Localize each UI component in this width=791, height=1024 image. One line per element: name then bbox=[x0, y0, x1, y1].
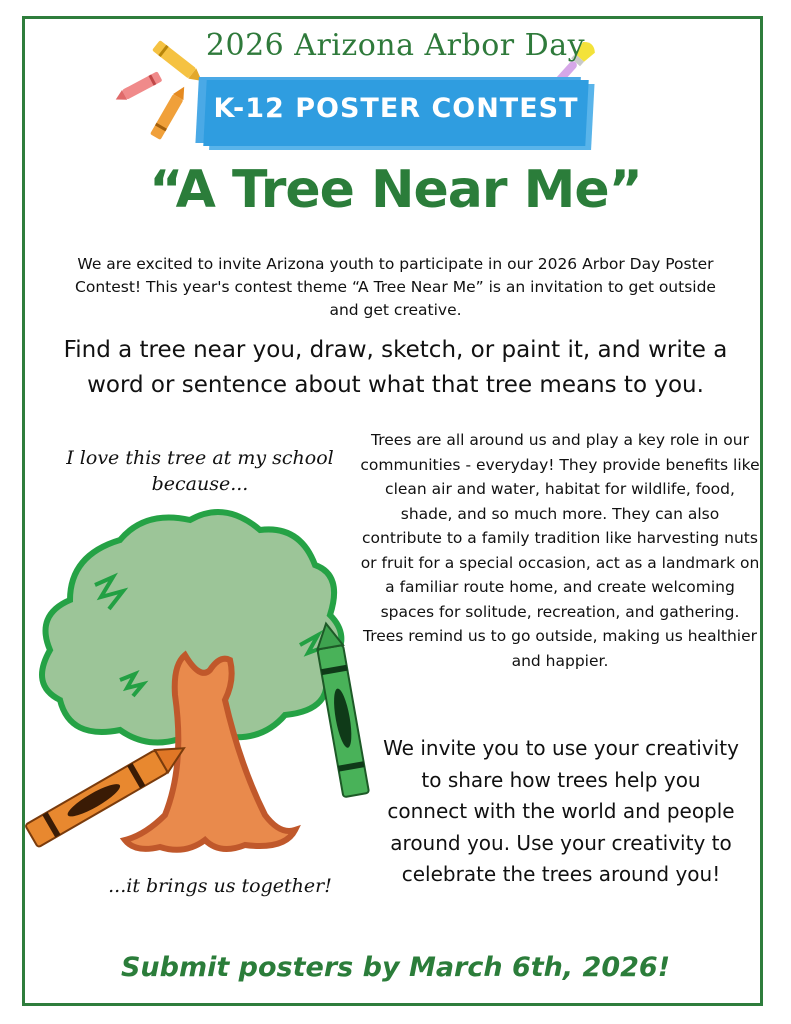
intro-paragraph: We are excited to invite Arizona youth to participate in our 2026 Arbor Day Poster Contest! This year's contest theme “A Tree Near Me” is an invitation to get outside and get creative. bbox=[75, 255, 716, 319]
callout-instructions: Find a tree near you, draw, sketch, or paint it, and write a word or sentence about what that tree means to you. bbox=[63, 337, 728, 398]
invitation-paragraph: We invite you to use your creativity to share how trees help you connect with the world and people around you. Use your creativity to celebrate the trees around you! bbox=[383, 736, 739, 886]
tree-illustration bbox=[25, 505, 370, 875]
pink-crayon bbox=[113, 71, 162, 104]
submission-deadline: Submit posters by March 6th, 2026! bbox=[120, 952, 671, 983]
contest-theme: “A Tree Near Me” bbox=[149, 160, 642, 220]
body-paragraph: Trees are all around us and play a key role in our communities - everyday! They provide benefits like clean air and water, habitat for wildlife, food, shade, and so much more. They can also contribute to a family tradition like harvesting nuts or fruit for a special occasion, act as a landmark on a familiar route home, and create welcoming spaces for solitude, recreation, and gathering. Trees remind us to go outside, making us healthier and happier. bbox=[360, 431, 760, 670]
orange-crayon bbox=[150, 84, 189, 140]
caption-top: I love this tree at my school because... bbox=[66, 447, 334, 495]
event-title: 2026 Arizona Arbor Day bbox=[205, 28, 586, 63]
caption-bottom: ...it brings us together! bbox=[108, 875, 332, 897]
banner-title: K-12 POSTER CONTEST bbox=[213, 93, 579, 124]
